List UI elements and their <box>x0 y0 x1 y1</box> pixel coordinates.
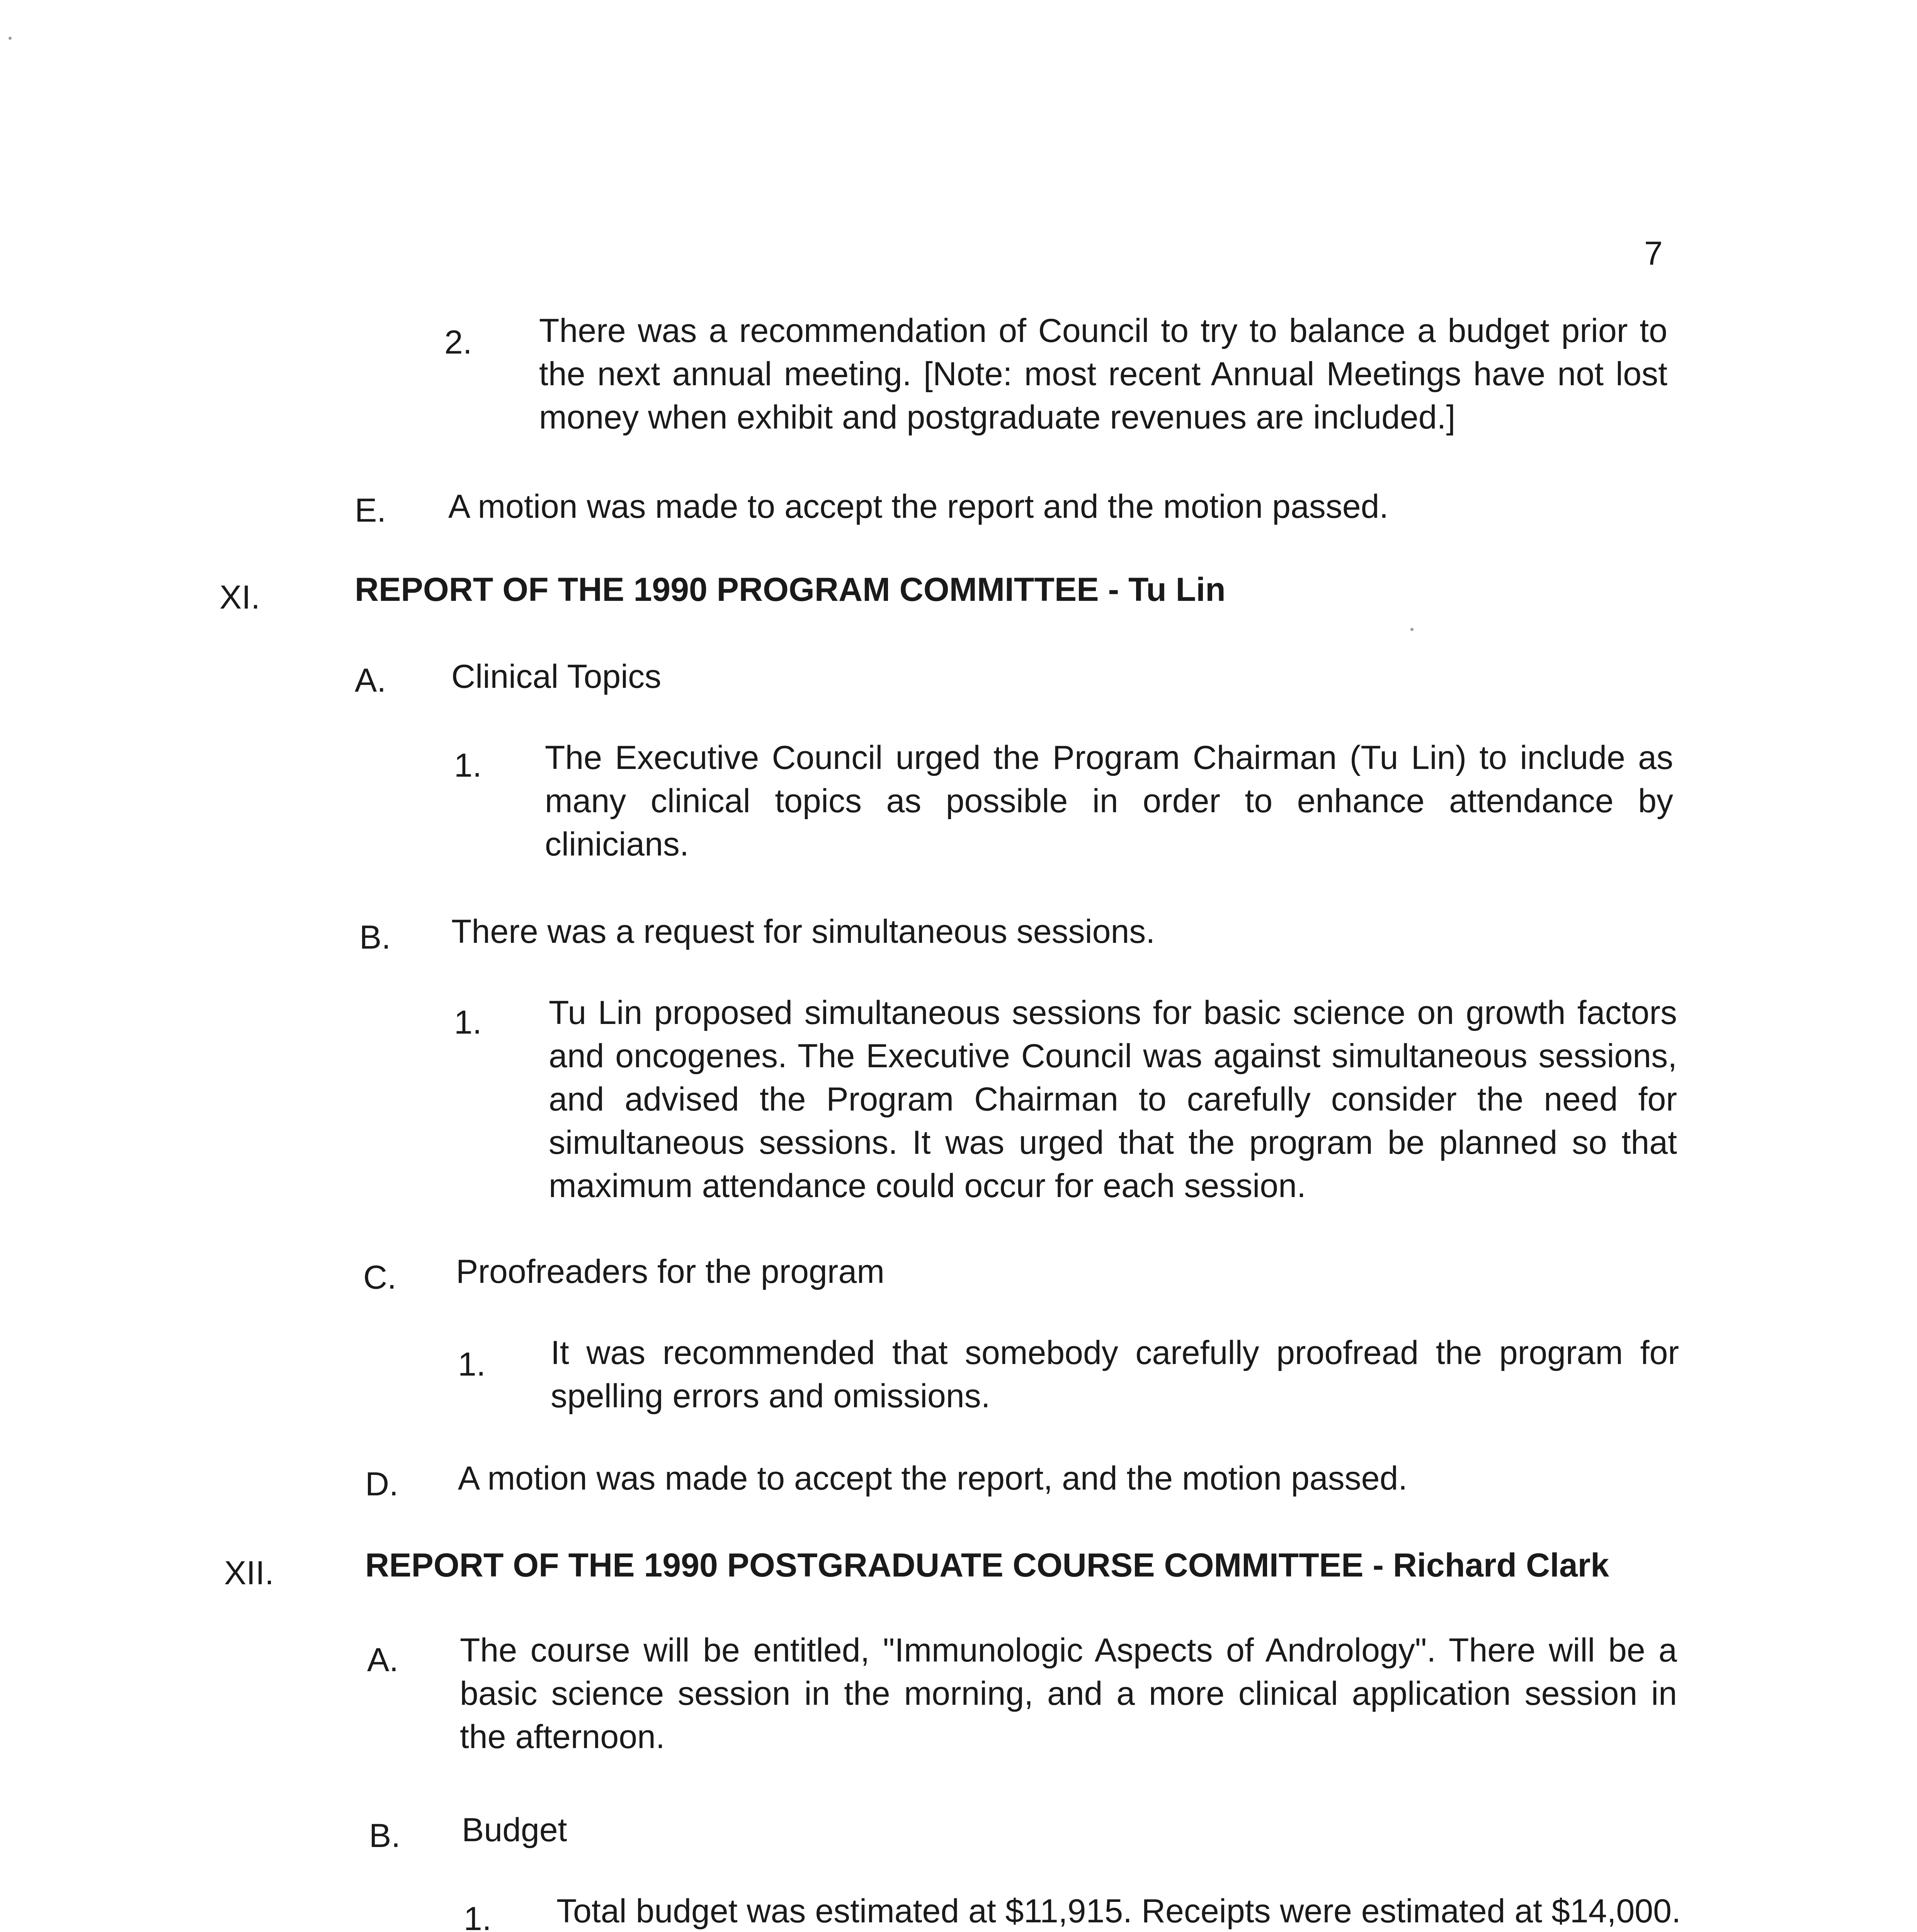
total-budget-text: Total budget was estimated at $11,915. Receipts were estimated at $14,000. <box>556 1893 1681 1930</box>
motion-accept-report-text: A motion was made to accept the report and the motion passed. <box>448 488 1389 525</box>
section-numeral-xii: XII. <box>224 1554 274 1592</box>
section-numeral-xi: XI. <box>219 579 260 616</box>
item-letter: B. <box>359 919 391 956</box>
section-heading-postgraduate-course: REPORT OF THE 1990 POSTGRADUATE COURSE COMMITTEE - Richard Clark <box>365 1547 1609 1584</box>
page-number: 7 <box>1644 235 1663 272</box>
scan-speck <box>1410 628 1414 631</box>
item-letter: A. <box>355 662 386 699</box>
budget-label: Budget <box>462 1811 567 1849</box>
clinical-topics-label: Clinical Topics <box>451 658 662 695</box>
item-letter: B. <box>369 1817 401 1854</box>
item-letter: A. <box>367 1641 399 1679</box>
item-letter: C. <box>363 1259 396 1296</box>
clinical-topics-text: The Executive Council urged the Program Chairman (Tu Lin) to include as many clinical topics as possible in order to enhance attendance by clinicians. <box>545 739 1673 863</box>
item-number: 1. <box>464 1900 492 1932</box>
simultaneous-sessions-text: Tu Lin proposed simultaneous sessions for basic science on growth factors and oncogenes. The Executive Council was against simultaneous sessions, and advised the Program Chairman to carefully consider the need for simultaneous sessions. It was urged that the program be planned so that maximum attendance could occur for each session. <box>549 994 1677 1204</box>
item-number: 2. <box>444 324 472 361</box>
item-number: 1. <box>454 747 482 784</box>
item-letter: D. <box>365 1466 398 1503</box>
proofreaders-text: It was recommended that somebody carefully proofread the program for spelling errors and omissions. <box>551 1334 1679 1415</box>
item-letter: E. <box>355 492 386 529</box>
simultaneous-sessions-label: There was a request for simultaneous sessions. <box>451 913 1155 950</box>
item-number: 1. <box>454 1004 482 1041</box>
scan-speck <box>9 37 12 40</box>
section-heading-program-committee: REPORT OF THE 1990 PROGRAM COMMITTEE - Tu Lin <box>355 571 1226 608</box>
budget-recommendation-text: There was a recommendation of Council to try to balance a budget prior to the next annual meeting. [Note: most recent Annual Meetings have not lost money when exhibit and postgraduate revenues are included.] <box>539 312 1667 436</box>
item-number: 1. <box>458 1346 486 1383</box>
course-title-text: The course will be entitled, "Immunologic Aspects of Andrology". There will be a basic science session in the morning, and a more clinical application session in the afternoon. <box>460 1632 1677 1755</box>
motion-accept-report-text: A motion was made to accept the report, and the motion passed. <box>458 1460 1408 1497</box>
proofreaders-label: Proofreaders for the program <box>456 1253 885 1290</box>
